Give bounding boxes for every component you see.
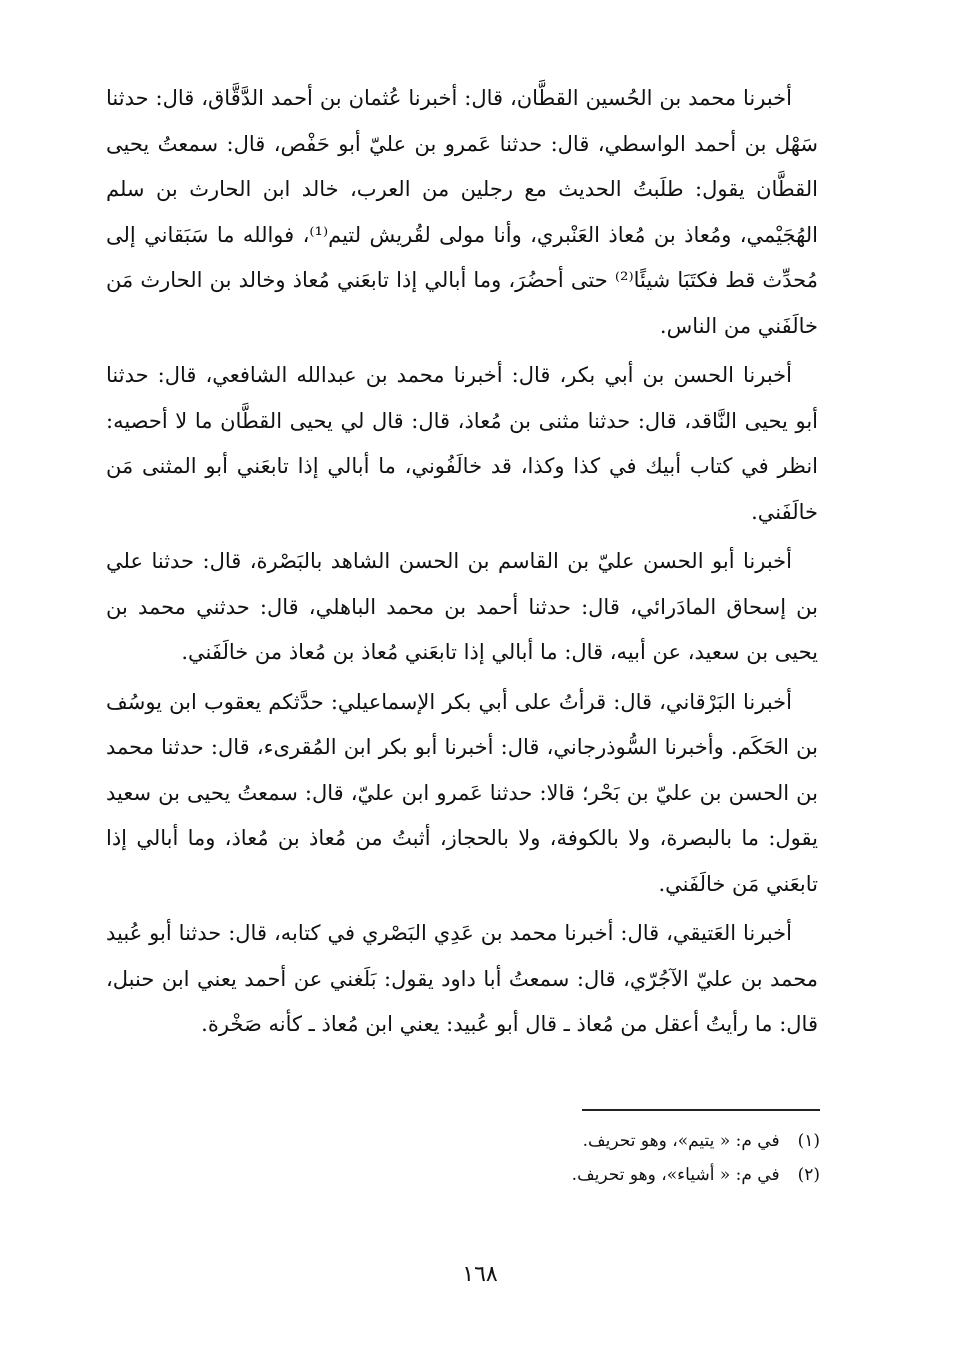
paragraph-1: أخبرنا محمد بن الحُسين القطَّان، قال: أخبرنا عُثمان بن أحمد الدَّقَّاق، قال: حدثنا سَهْل بن أحمد الواسطي، قال: حدثنا عَمرو بن عليّ أبو حَفْص، قال: سمعتُ يحيى القطَّان يقول: طلَبتُ الحديث مع رجلين من العرب، خالد ابن الحارث بن سلم الهُجَيْمي، ومُعاذ بن مُعاذ العَنْبري، وأنا مولى لقُريش لتيم⁽¹⁾، فوالله ما سَبَقاني إلى مُحدِّث قط فكتَبَا شيئًا⁽²⁾ حتى أحضُرَ، وما أبالي إذا تابعَني مُعاذ وخالد بن الحارث مَن خالَفَني من الناس. [106,86,818,338]
footnote-text: في م: « أشياء»، وهو تحريف. [571,1165,780,1185]
body-text [106,76,818,1052]
footnote-text: في م: « يتيم»، وهو تحريف. [582,1131,780,1151]
footnote-2 [300,1158,820,1192]
footnote-number: (٢) [797,1165,820,1185]
footnotes [300,1124,820,1192]
paragraph-3: أخبرنا أبو الحسن عليّ بن القاسم بن الحسن الشاهد بالبَصْرة، قال: حدثنا علي بن إسحاق المادَرائي، قال: حدثنا أحمد بن محمد الباهلي، قال: حدثني محمد بن يحيى بن سعيد، عن أبيه، قال: ما أبالي إذا تابعَني مُعاذ بن مُعاذ من خالَفَني. [106,549,818,664]
paragraph-4: أخبرنا البَرْقاني، قال: قرأتُ على أبي بكر الإسماعيلي: حدَّثكم يعقوب ابن يوسُف بن الحَكَم. وأخبرنا السُّوذرجاني، قال: أخبرنا أبو بكر ابن المُقرىء، قال: حدثنا محمد بن الحسن بن عليّ بن بَحْر؛ قالا: حدثنا عَمرو ابن عليّ، قال: سمعتُ يحيى بن سعيد يقول: ما بالبصرة، ولا بالكوفة، ولا بالحجاز، أثبتُ من مُعاذ بن مُعاذ، وما أبالي إذا تابعَني مَن خالَفَني. [106,689,818,896]
footnote-separator [582,1109,820,1111]
page-number: ١٦٨ [462,1262,498,1287]
paragraph-5: أخبرنا العَتيقي، قال: أخبرنا محمد بن عَدِي البَصْري في كتابه، قال: حدثنا أبو عُبيد محمد بن عليّ الآجُرّي، قال: سمعتُ أبا داود يقول: بَلَغني عن أحمد يعني ابن حنبل، قال: ما رأيتُ أعقل من مُعاذ ـ قال أبو عُبيد: يعني ابن مُعاذ ـ كأنه صَخْرة. [106,921,818,1036]
footnote-1 [300,1124,820,1158]
footnote-number: (١) [797,1131,820,1151]
paragraph-2: أخبرنا الحسن بن أبي بكر، قال: أخبرنا محمد بن عبدالله الشافعي، قال: حدثنا أبو يحيى النَّاقد، قال: حدثنا مثنى بن مُعاذ، قال: قال لي يحيى القطَّان ما لا أحصيه: انظر في كتاب أبيك في كذا وكذا، قد خالَفُوني، ما أبالي إذا تابعَني أبو المثنى مَن خالَفَني. [106,363,818,524]
